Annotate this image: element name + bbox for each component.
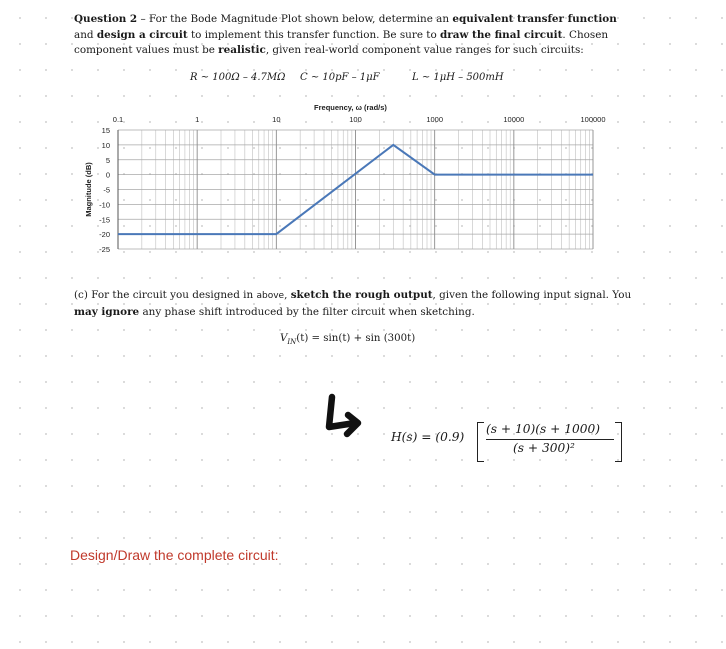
question-text <box>74 12 634 59</box>
part-c-bold-2: may ignore <box>74 305 140 318</box>
x-tick-label: 100000 <box>580 115 606 124</box>
y-tick-label: -15 <box>99 215 110 225</box>
handwritten-arrow-icon <box>321 393 371 445</box>
y-tick-label: -20 <box>99 230 110 240</box>
question-intro-5: , given real-world component value ranges for such circuits: <box>265 44 584 56</box>
question-heading: Question 2 <box>74 13 138 25</box>
left-bracket <box>477 422 484 462</box>
y-tick-label: -25 <box>99 245 110 254</box>
part-c-text-2: , given the following input signal. You <box>432 289 632 301</box>
question-bold-3: draw the final circuit <box>440 28 563 41</box>
part-c-above: above <box>256 291 285 301</box>
y-tick-label: 10 <box>101 140 110 150</box>
capacitor-range: C ~ 10pF – 1μF <box>300 72 380 83</box>
x-tick-label: 10000 <box>503 115 525 124</box>
transfer-function-numerator: (s + 10)(s + 1000) <box>486 422 600 436</box>
x-tick-label: 100 <box>349 115 362 124</box>
question-bold-2: design a circuit <box>96 28 188 41</box>
right-bracket <box>615 422 622 462</box>
question-bold-4: realistic <box>218 44 266 56</box>
x-axis-title: Frequency, ω (rad/s) <box>314 103 387 112</box>
x-tick-label: 0.1 <box>112 115 124 124</box>
question-intro-2: and <box>74 28 97 41</box>
y-tick-label: 15 <box>101 126 110 135</box>
question-intro-1: – For the Bode Magnitude Plot shown below, determine an <box>137 13 453 25</box>
y-axis-title: Magnitude (dB) <box>84 162 93 217</box>
fraction-bar <box>486 439 614 440</box>
design-prompt: Design/Draw the complete circuit: <box>70 547 279 563</box>
y-tick-label: -5 <box>103 185 110 195</box>
question-intro-4: . Chosen component values must be <box>74 28 609 56</box>
x-tick-label: 1 <box>195 115 200 124</box>
input-signal <box>280 333 415 346</box>
transfer-function-lhs: H(s) = (0.9) <box>391 430 465 444</box>
question-intro-3: to implement this transfer function. Be sure to <box>187 28 441 41</box>
y-tick-label: -10 <box>99 200 110 210</box>
part-c-text-3: any phase shift introduced by the filter circuit when sketching. <box>139 305 475 318</box>
part-c-label: (c) For the circuit you designed in <box>74 289 257 301</box>
x-tick-label: 10 <box>272 115 281 124</box>
transfer-function-denominator: (s + 300)² <box>513 441 575 455</box>
resistor-range: R ~ 100Ω – 4.7MΩ <box>190 72 286 83</box>
input-signal-v: V <box>280 333 288 344</box>
y-tick-label: 5 <box>105 155 110 165</box>
x-tick-label: 1000 <box>426 115 444 124</box>
part-c-mid: , <box>284 289 291 301</box>
input-signal-sub: IN <box>287 338 297 347</box>
part-c-text <box>74 288 644 320</box>
input-signal-rest: (t) = sin(t) + sin (300t) <box>296 333 416 344</box>
inductor-range: L ~ 1μH – 500mH <box>412 72 504 83</box>
part-c-bold-1: sketch the rough output <box>290 289 433 301</box>
y-tick-label: 0 <box>105 170 110 180</box>
bode-magnitude-plot <box>80 98 620 258</box>
question-bold-1: equivalent transfer function <box>452 13 617 25</box>
